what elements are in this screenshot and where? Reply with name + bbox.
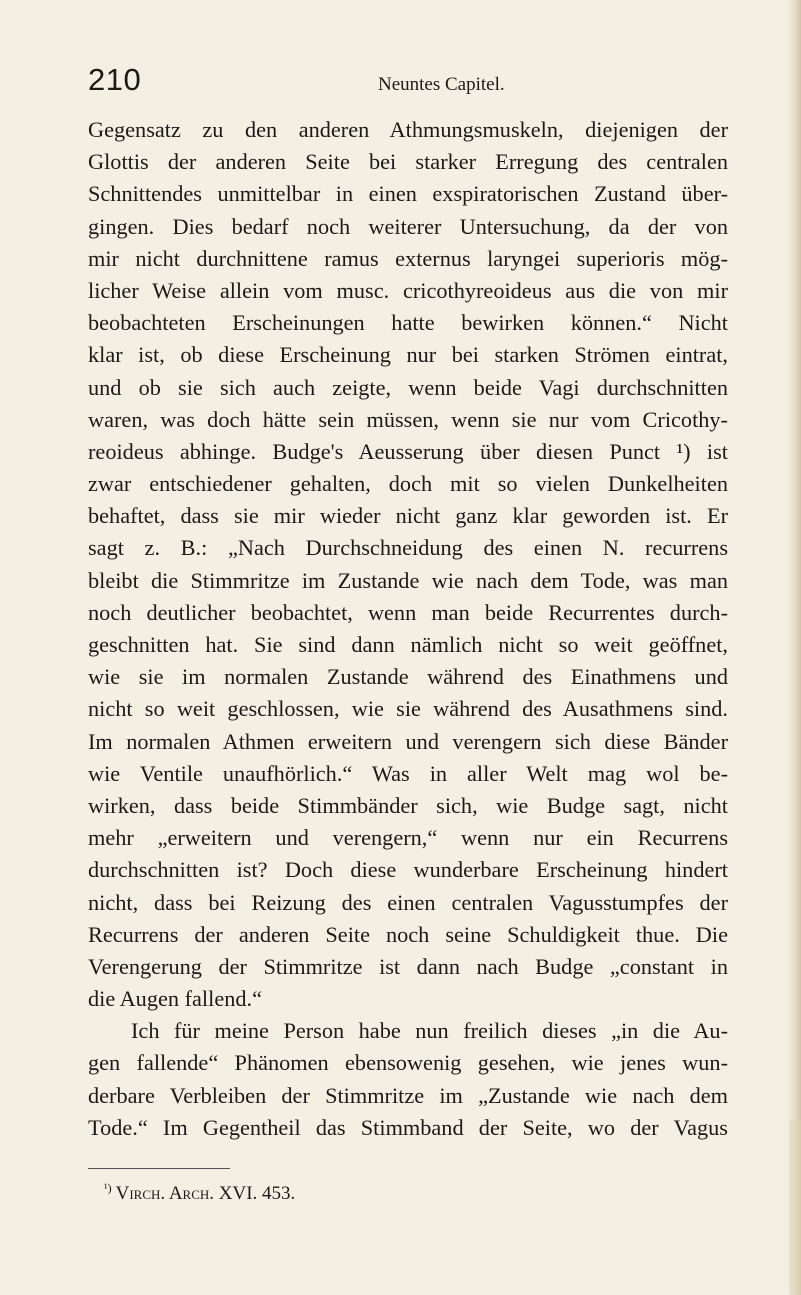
text-line: klar ist, ob diese Erscheinung nur bei starken Strömen eintrat, [88, 342, 728, 368]
text-line: die Augen fallend.“ [88, 986, 262, 1012]
text-line: sagt z. B.: „Nach Durchschneidung des einen N. recurrens [88, 535, 728, 561]
text-line: Im normalen Athmen erweitern und verengern sich diese Bänder [88, 728, 728, 754]
text-line: Schnittendes unmittelbar in einen exspiratorischen Zustand über- [88, 181, 728, 207]
text-line: beobachteten Erscheinungen hatte bewirken können.“ Nicht [88, 310, 728, 336]
text-line: Verengerung der Stimmritze ist dann nach Budge „constant in [88, 953, 728, 979]
text-line: gingen. Dies bedarf noch weiterer Untersuchung, da der von [88, 213, 728, 239]
body-text [88, 114, 728, 1144]
text-line: gen fallende“ Phänomen ebensowenig gesehen, wie jenes wun- [88, 1050, 728, 1076]
text-line: und ob sie sich auch zeigte, wenn beide Vagi durchschnitten [88, 374, 728, 400]
text-line: Tode.“ Im Gegentheil das Stimmband der Seite, wo der Vagus [88, 1114, 728, 1140]
page-edge-shadow [787, 0, 801, 1295]
text-line: wie Ventile unaufhörlich.“ Was in aller Welt mag wol be- [88, 760, 728, 786]
text-line: licher Weise allein vom musc. cricothyreoideus aus die von mir [88, 277, 728, 303]
footnote-text: Virch. Arch. XVI. 453. [115, 1183, 296, 1204]
text-line: waren, was doch hätte sein müssen, wenn sie nur vom Cricothy- [88, 406, 728, 432]
page-edge-shadow-bottom [789, 1120, 801, 1295]
text-line: noch deutlicher beobachtet, wenn man beide Recurrentes durch- [88, 599, 728, 625]
text-line: Gegensatz zu den anderen Athmungsmuskeln, diejenigen der [88, 117, 728, 142]
footnote [104, 1181, 295, 1205]
text-line: wie sie im normalen Zustande während des Einathmens und [88, 664, 728, 690]
text-line: reoideus abhinge. Budge's Aeusserung über diesen Punct ¹) ist [88, 438, 728, 464]
footnote-rule [88, 1168, 230, 1169]
text-line: Ich für meine Person habe nun freilich dieses „in die Au- [131, 1018, 728, 1044]
text-line: nicht so weit geschlossen, wie sie während des Ausathmens sind. [88, 696, 728, 722]
text-line: nicht, dass bei Reizung des einen centralen Vagusstumpfes der [88, 889, 728, 915]
text-line: wirken, dass beide Stimmbänder sich, wie Budge sagt, nicht [88, 792, 728, 818]
text-line: mehr „erweitern und verengern,“ wenn nur ein Recurrens [88, 825, 728, 851]
page-number: 210 [88, 62, 142, 97]
text-line: zwar entschiedener gehalten, doch mit so vielen Dunkelheiten [88, 471, 728, 497]
text-line: bleibt die Stimmritze im Zustande wie nach dem Tode, was man [88, 567, 728, 593]
text-line: mir nicht durchnittene ramus externus laryngei superioris mög- [88, 245, 728, 271]
text-line: Glottis der anderen Seite bei starker Erregung des centralen [88, 149, 728, 175]
text-line: derbare Verbleiben der Stimmritze im „Zustande wie nach dem [88, 1082, 728, 1108]
page-header [88, 62, 728, 102]
text-line: geschnitten hat. Sie sind dann nämlich nicht so weit geöffnet, [88, 632, 728, 657]
footnote-marker: ¹) [104, 1181, 112, 1195]
text-line: behaftet, dass sie mir wieder nicht ganz klar geworden ist. Er [88, 503, 728, 529]
text-line: durchschnitten ist? Doch diese wunderbare Erscheinung hindert [88, 857, 728, 883]
text-line: Recurrens der anderen Seite noch seine Schuldigkeit thue. Die [88, 921, 728, 947]
running-head: Neuntes Capitel. [378, 74, 505, 95]
